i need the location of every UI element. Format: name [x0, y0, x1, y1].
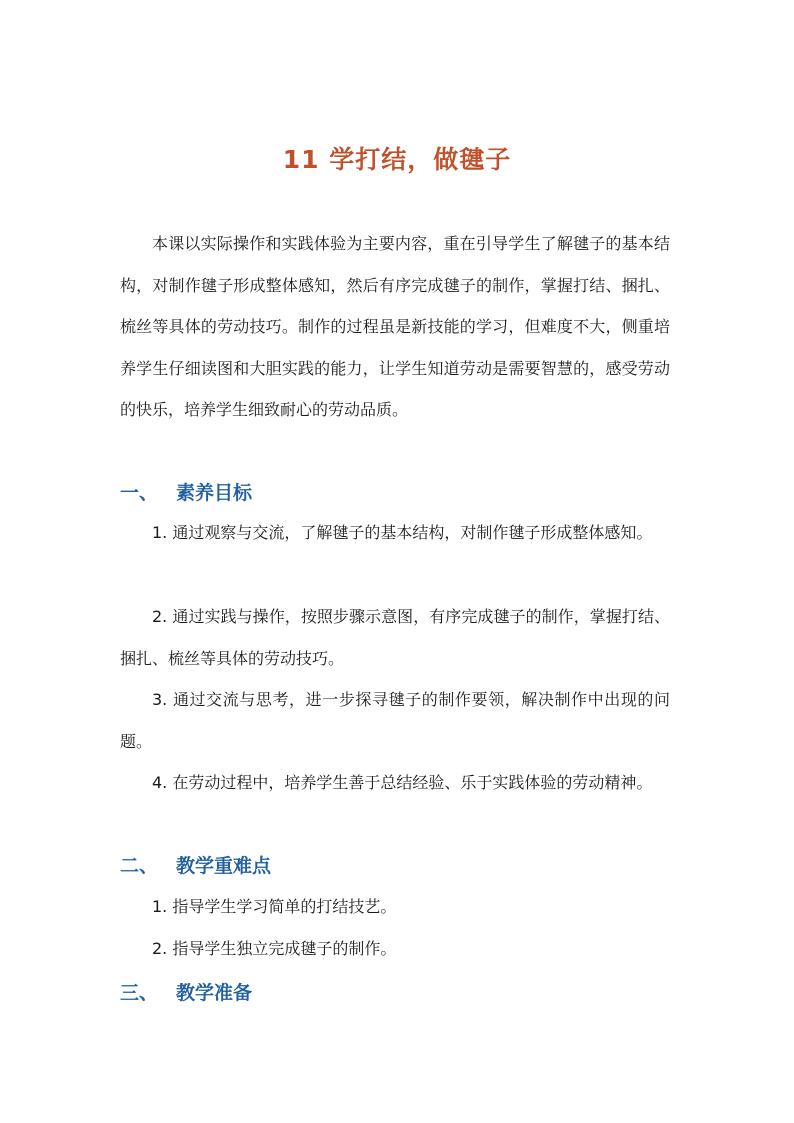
goal-item: 3. 通过交流与思考，进一步探寻毽子的制作要领，解决制作中出现的问题。: [120, 690, 670, 751]
goal-item: 4. 在劳动过程中，培养学生善于总结经验、乐于实践体验的劳动精神。: [152, 773, 653, 792]
section-title: 素养目标: [176, 482, 253, 504]
section-number: 三、: [120, 982, 159, 1004]
intro-paragraph: 本课以实际操作和实践体验为主要内容，重在引导学生了解毽子的基本结构，对制作毽子形成整体感知，然后有序完成毽子的制作，掌握打结、捆扎、梳丝等具体的劳动技巧。制作的过程虽是新技能的学习，但难度不大，侧重培养学生仔细读图和大胆实践的能力，让学生知道劳动是需要智慧的，感受劳动的快乐，培养学生细致耐心的劳动品质。: [120, 234, 670, 419]
document-title: 11 学打结，做毽子: [282, 145, 512, 174]
key-point-item: 2. 指导学生独立完成毽子的制作。: [152, 939, 397, 958]
section-number: 二、: [120, 855, 159, 877]
section-title: 教学准备: [176, 982, 253, 1004]
section-heading-goals: [120, 478, 252, 505]
section-number: 一、: [120, 482, 159, 504]
goal-item: 1. 通过观察与交流，了解毽子的基本结构，对制作毽子形成整体感知。: [152, 523, 653, 542]
section-heading-preparation: [120, 978, 252, 1005]
key-point-item: 1. 指导学生学习简单的打结技艺。: [152, 897, 397, 916]
section-heading-key-points: [120, 851, 271, 878]
goal-item: 2. 通过实践与操作，按照步骤示意图，有序完成毽子的制作，掌握打结、捆扎、梳丝等具体的劳动技巧。: [120, 607, 670, 668]
section-title: 教学重难点: [176, 855, 272, 877]
